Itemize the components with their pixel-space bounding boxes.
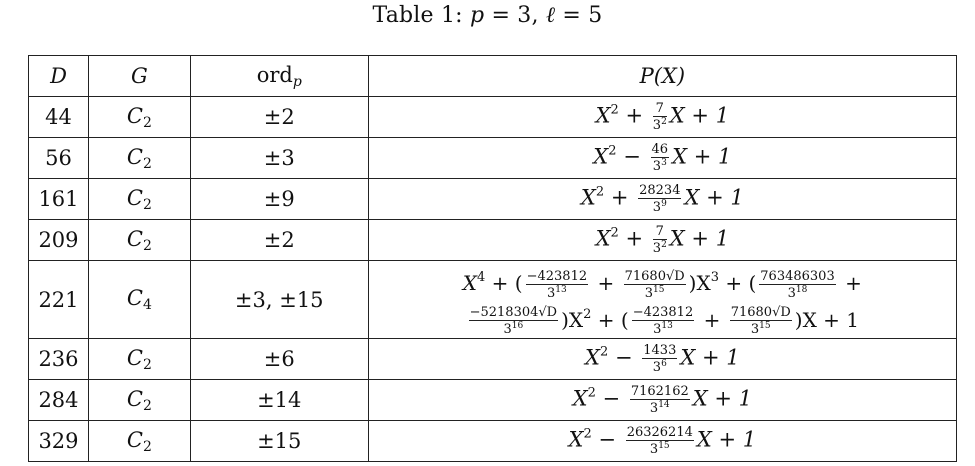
cell-d: 236 bbox=[29, 339, 89, 380]
cell-poly bbox=[368, 261, 956, 339]
fraction-denominator-exponent: 14 bbox=[658, 400, 670, 410]
poly-sign bbox=[608, 346, 615, 370]
fraction-denominator-base: 3 bbox=[649, 442, 659, 457]
cell-ord: ±2 bbox=[190, 97, 368, 138]
fraction-denominator-exponent: 13 bbox=[661, 321, 673, 331]
group-letter: C bbox=[126, 345, 143, 370]
fraction-denominator-base: 3 bbox=[652, 118, 662, 133]
poly-rest: X + 1 bbox=[669, 103, 730, 128]
fraction-denominator bbox=[626, 441, 694, 456]
poly-exponent: 3 bbox=[710, 270, 719, 285]
group-letter: C bbox=[126, 427, 143, 452]
fraction-denominator-base: 3 bbox=[644, 285, 654, 301]
fraction-denominator bbox=[526, 285, 589, 300]
poly-exponent: 2 bbox=[599, 344, 609, 360]
cell-d: 221 bbox=[29, 261, 89, 339]
poly-coefficient bbox=[642, 344, 677, 374]
poly-spacer bbox=[616, 428, 623, 452]
poly-coefficient bbox=[630, 385, 690, 415]
fraction-denominator-exponent: 15 bbox=[658, 441, 670, 451]
fraction-numerator: −423812 bbox=[526, 268, 588, 284]
poly-sign bbox=[604, 186, 611, 210]
table-row bbox=[29, 339, 957, 380]
fraction-numerator: −423812 bbox=[632, 305, 694, 320]
cell-g bbox=[88, 97, 190, 138]
poly-term: )X bbox=[688, 271, 711, 295]
poly-spacer bbox=[641, 145, 648, 169]
fraction-denominator-exponent: 16 bbox=[511, 321, 524, 331]
cell-g bbox=[88, 421, 190, 462]
cell-poly bbox=[368, 220, 956, 261]
poly-rest: X + 1 bbox=[680, 345, 740, 370]
poly-rest: X + 1 bbox=[696, 427, 757, 452]
fraction-denominator-exponent: 18 bbox=[795, 284, 808, 295]
poly-op: + ( bbox=[591, 307, 629, 332]
fraction-denominator-base: 3 bbox=[787, 285, 796, 301]
header-g: G bbox=[88, 56, 190, 97]
cell-poly bbox=[368, 380, 956, 421]
fraction-denominator bbox=[653, 117, 667, 132]
group-subscript: 2 bbox=[142, 237, 152, 254]
header-ord-text: ord bbox=[256, 62, 293, 87]
cell-d: 209 bbox=[29, 220, 89, 261]
poly-term: )X + 1 bbox=[794, 307, 860, 332]
poly-sign-symbol: + bbox=[610, 185, 629, 210]
fraction-denominator-exponent: 13 bbox=[555, 284, 567, 295]
poly-coefficient bbox=[759, 270, 835, 300]
poly-exponent: 2 bbox=[583, 306, 592, 322]
poly-variable: X bbox=[595, 226, 611, 251]
poly-rest: X + 1 bbox=[672, 144, 732, 169]
cell-d: 284 bbox=[29, 380, 89, 421]
cell-ord: ±15 bbox=[190, 421, 368, 462]
poly-variable: X bbox=[585, 345, 600, 370]
poly-variable: X bbox=[593, 144, 609, 169]
table-row bbox=[29, 97, 957, 138]
poly-variable: X bbox=[580, 185, 596, 210]
poly-op: + bbox=[697, 307, 727, 332]
cell-d: 329 bbox=[29, 421, 89, 462]
group-subscript: 2 bbox=[142, 196, 152, 213]
poly-rest: X + 1 bbox=[684, 185, 744, 210]
group-subscript: 2 bbox=[142, 438, 152, 455]
group-letter: C bbox=[126, 386, 143, 411]
poly-coefficient bbox=[653, 225, 667, 255]
fraction-numerator: 7 bbox=[653, 102, 667, 117]
poly-sign-symbol: − bbox=[598, 427, 617, 452]
poly-op: + ( bbox=[485, 271, 523, 295]
table-caption bbox=[0, 2, 975, 28]
cell-ord: ±3, ±15 bbox=[190, 261, 368, 339]
fraction-denominator-exponent: 2 bbox=[661, 117, 667, 127]
table-row bbox=[29, 380, 957, 421]
poly-sign-symbol: − bbox=[602, 386, 621, 411]
fraction-denominator-exponent: 9 bbox=[661, 199, 667, 209]
poly-spacer bbox=[643, 104, 650, 128]
table-row bbox=[29, 179, 957, 220]
poly-exponent: 2 bbox=[595, 184, 605, 200]
poly-exponent: 2 bbox=[608, 143, 617, 159]
caption-prefix: Table 1: bbox=[372, 3, 470, 28]
poly-rest: X + 1 bbox=[669, 226, 730, 251]
cell-ord: ±14 bbox=[190, 380, 368, 421]
header-row bbox=[29, 56, 957, 97]
poly-sign-symbol: + bbox=[625, 226, 644, 251]
fraction-denominator-base: 3 bbox=[546, 285, 556, 301]
poly-spacer bbox=[643, 227, 650, 251]
fraction-numerator: 28234 bbox=[639, 183, 681, 198]
cell-d: 161 bbox=[29, 179, 89, 220]
header-poly: P(X) bbox=[368, 56, 956, 97]
fraction-denominator-base: 3 bbox=[652, 159, 662, 174]
cell-g bbox=[88, 339, 190, 380]
cell-ord: ±3 bbox=[190, 138, 368, 179]
cell-poly bbox=[368, 97, 956, 138]
fraction-numerator: 46 bbox=[651, 142, 669, 157]
fraction-denominator-exponent: 6 bbox=[661, 359, 667, 369]
fraction-denominator bbox=[624, 285, 686, 300]
group-letter: C bbox=[126, 286, 143, 310]
fraction-denominator-base: 3 bbox=[750, 322, 760, 337]
group-letter: C bbox=[126, 103, 143, 128]
group-letter: C bbox=[126, 226, 143, 251]
poly-coefficient bbox=[651, 143, 670, 173]
poly-coefficient bbox=[469, 306, 559, 336]
fraction-denominator bbox=[642, 359, 677, 374]
poly-variable: X bbox=[568, 427, 584, 452]
caption-l-value: = 5 bbox=[555, 3, 603, 28]
poly-sign-symbol: − bbox=[623, 144, 641, 169]
cell-g bbox=[88, 220, 190, 261]
fraction-denominator bbox=[730, 321, 792, 336]
poly-coefficient bbox=[730, 306, 792, 336]
cell-g bbox=[88, 261, 190, 339]
table-row bbox=[29, 261, 957, 339]
poly-op: + bbox=[838, 271, 862, 295]
fraction-denominator-exponent: 15 bbox=[653, 284, 665, 295]
cell-poly bbox=[368, 138, 956, 179]
fraction-denominator bbox=[630, 400, 690, 415]
poly-op: + ( bbox=[719, 271, 757, 295]
cell-ord: ±6 bbox=[190, 339, 368, 380]
poly-sign-symbol: − bbox=[614, 345, 633, 370]
fraction-denominator-exponent: 15 bbox=[759, 321, 771, 331]
table-row bbox=[29, 421, 957, 462]
fraction-denominator bbox=[638, 199, 681, 214]
fraction-denominator-exponent: 2 bbox=[661, 240, 667, 250]
poly-coefficient bbox=[638, 184, 681, 214]
poly-exponent: 2 bbox=[583, 426, 592, 442]
group-subscript: 2 bbox=[142, 155, 152, 172]
poly-variable: X bbox=[595, 103, 611, 128]
poly-exponent: 2 bbox=[610, 225, 619, 241]
fraction-denominator-exponent: 3 bbox=[661, 158, 667, 168]
cell-g bbox=[88, 138, 190, 179]
fraction-numerator: 26326214 bbox=[626, 425, 693, 440]
fraction-numerator: 7162162 bbox=[630, 384, 689, 399]
fraction-denominator bbox=[653, 240, 667, 255]
poly-spacer bbox=[628, 186, 635, 210]
cell-poly bbox=[368, 339, 956, 380]
table-row bbox=[29, 138, 957, 179]
fraction-denominator bbox=[632, 321, 695, 336]
header-d: D bbox=[29, 56, 89, 97]
poly-exponent: 2 bbox=[587, 385, 596, 401]
fraction-numerator: −5218304√D bbox=[469, 305, 558, 320]
fraction-numerator: 763486303 bbox=[760, 268, 835, 284]
header-ord bbox=[190, 56, 368, 97]
poly-coefficient bbox=[653, 102, 667, 132]
poly-exponent: 2 bbox=[610, 102, 619, 118]
cell-d: 56 bbox=[29, 138, 89, 179]
header-ord-sub: p bbox=[292, 73, 302, 90]
caption-p-value: = 3, bbox=[484, 3, 546, 28]
fraction-denominator-base: 3 bbox=[503, 322, 512, 337]
poly-op: + bbox=[591, 271, 621, 295]
fraction-numerator: 71680√D bbox=[624, 268, 685, 284]
cell-poly bbox=[368, 179, 956, 220]
fraction-denominator-base: 3 bbox=[649, 401, 659, 416]
caption-p-symbol: p bbox=[469, 3, 485, 28]
group-letter: C bbox=[126, 144, 143, 169]
fraction-numerator: 71680√D bbox=[730, 305, 791, 320]
fraction-numerator: 7 bbox=[653, 225, 667, 240]
poly-coefficient bbox=[624, 270, 686, 300]
poly-coefficient bbox=[632, 306, 695, 336]
fraction-denominator bbox=[759, 285, 835, 300]
table-row bbox=[29, 220, 957, 261]
poly-rest: X + 1 bbox=[692, 386, 753, 411]
fraction-denominator bbox=[651, 158, 670, 173]
poly-term: )X bbox=[561, 307, 584, 332]
poly-line-1 bbox=[369, 263, 956, 300]
poly-variable: X bbox=[572, 386, 588, 411]
poly-exponent: 4 bbox=[477, 270, 486, 285]
caption-l-symbol: ℓ bbox=[545, 3, 556, 28]
poly-sign bbox=[596, 387, 603, 411]
cell-ord: ±9 bbox=[190, 179, 368, 220]
fraction-denominator-base: 3 bbox=[652, 360, 662, 375]
poly-line-2 bbox=[369, 300, 956, 337]
poly-sign-symbol: + bbox=[625, 103, 644, 128]
cell-d: 44 bbox=[29, 97, 89, 138]
group-subscript: 4 bbox=[142, 297, 152, 313]
poly-spacer bbox=[633, 346, 640, 370]
poly-spacer bbox=[620, 387, 627, 411]
poly-term: X bbox=[462, 271, 478, 295]
cell-g bbox=[88, 380, 190, 421]
poly-coefficient bbox=[526, 270, 589, 300]
group-subscript: 2 bbox=[142, 356, 152, 373]
cell-ord: ±2 bbox=[190, 220, 368, 261]
fraction-denominator-base: 3 bbox=[652, 241, 662, 256]
poly-coefficient bbox=[626, 426, 694, 456]
group-subscript: 2 bbox=[142, 114, 152, 131]
fraction-denominator-base: 3 bbox=[652, 200, 662, 215]
fraction-denominator-base: 3 bbox=[653, 322, 662, 337]
data-table bbox=[28, 55, 957, 462]
cell-poly bbox=[368, 421, 956, 462]
group-subscript: 2 bbox=[142, 397, 152, 414]
group-letter: C bbox=[126, 185, 143, 210]
fraction-numerator: 1433 bbox=[643, 343, 677, 358]
cell-g bbox=[88, 179, 190, 220]
fraction-denominator bbox=[469, 321, 559, 336]
